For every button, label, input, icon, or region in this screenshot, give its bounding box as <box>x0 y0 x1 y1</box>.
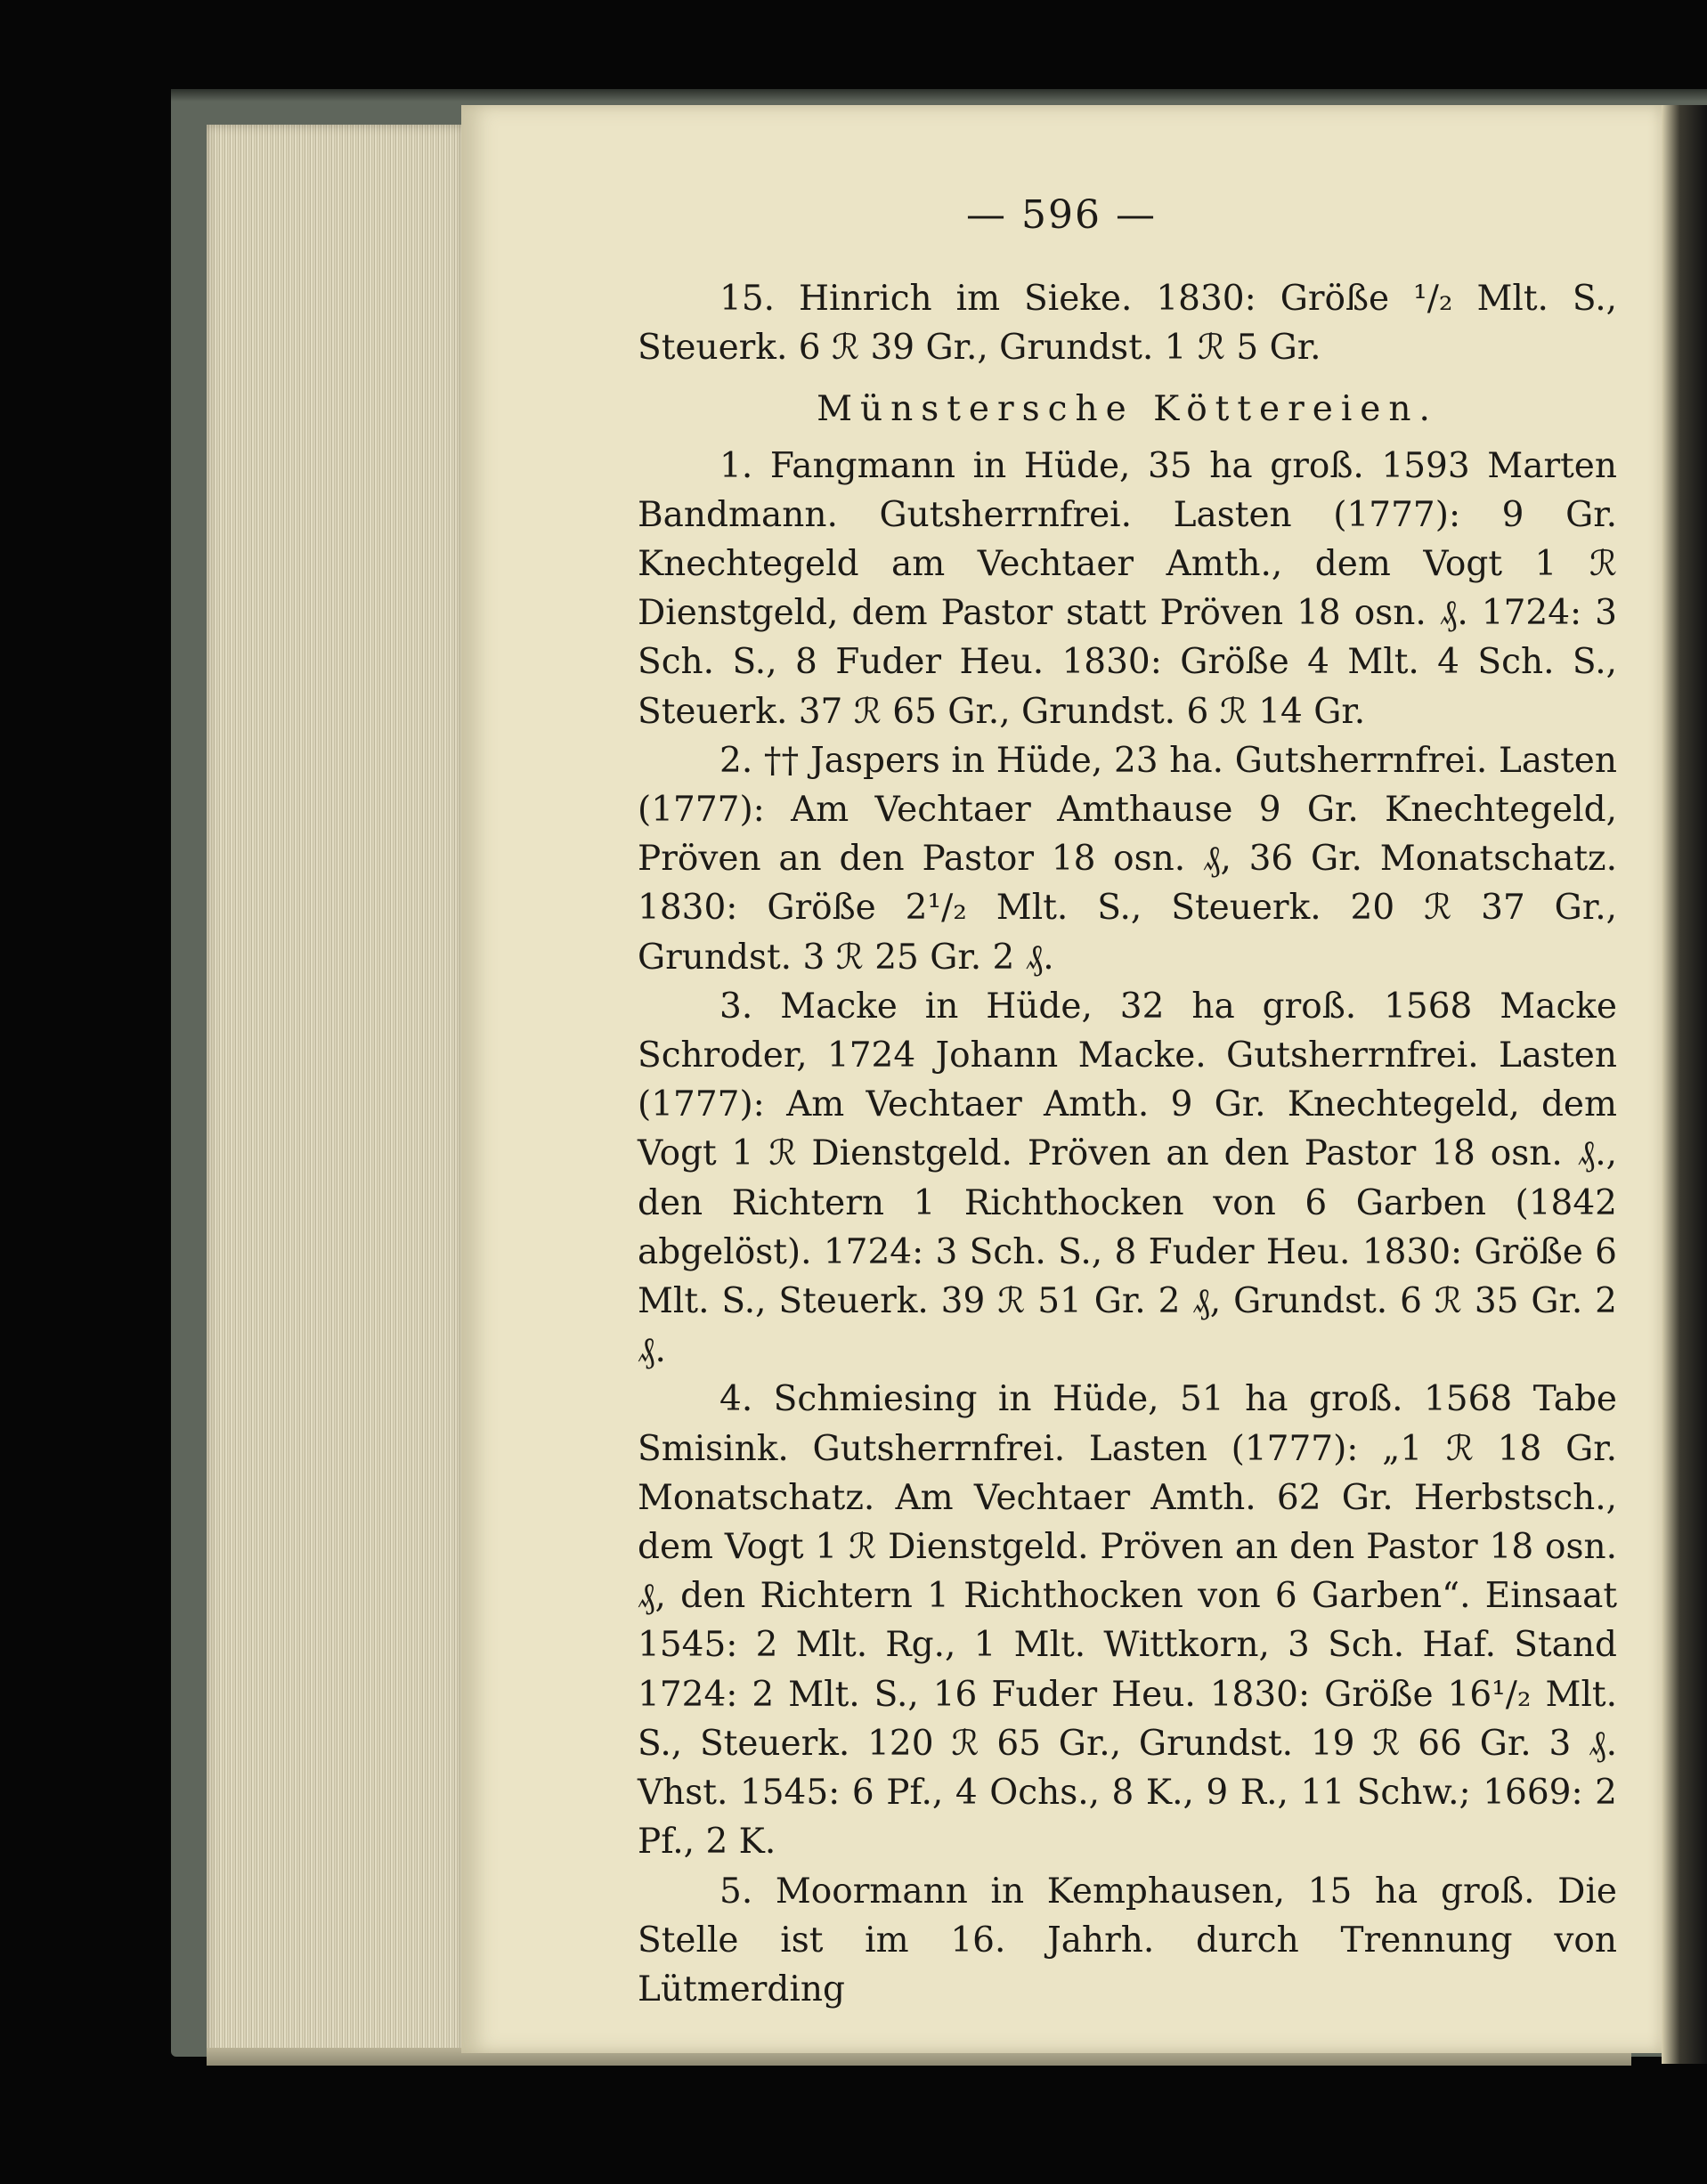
binding-shadow <box>1662 105 1707 2064</box>
book-page <box>461 105 1662 2053</box>
page-text <box>638 274 1617 2014</box>
entry-1-fangmann: 1. Fangmann in Hüde, 35 ha groß. 1593 Marten Bandmann. Gutsherrnfrei. Lasten (1777): 9 Gr. Knechtegeld am Vechtaer Amth., dem Vogt 1 ℛ Dienstgeld, dem Pastor statt Pröven 18 osn. ₰. 1724: 3 Sch. S., 8 Fuder Heu. 1830: Größe 4 Mlt. 4 Sch. S., Steuerk. 37 ℛ 65 Gr., Grundst. 6 ℛ 14 Gr. <box>638 445 1617 732</box>
entry-4-schmiesing: 4. Schmiesing in Hüde, 51 ha groß. 1568 Tabe Smisink. Gutsherrnfrei. Lasten (1777): „1 ℛ 18 Gr. Monatschatz. Am Vechtaer Amth. 62 Gr. Herbstsch., dem Vogt 1 ℛ Dienstgeld. Pröven an den Pastor 18 osn. ₰, den Richtern 1 Richthocken von 6 Garben“. Einsaat 1545: 2 Mlt. Rg., 1 Mlt. Wittkorn, 3 Sch. Haf. Stand 1724: 2 Mlt. S., 16 Fuder Heu. 1830: Größe 16¹/₂ Mlt. S., Steuerk. 120 ℛ 65 Gr., Grundst. 19 ℛ 66 Gr. 3 ₰. Vhst. 1545: 6 Pf., 4 Ochs., 8 K., 9 R., 11 Schw.; 1669: 2 Pf., 2 K. <box>638 1379 1617 1863</box>
entry-3-macke: 3. Macke in Hüde, 32 ha groß. 1568 Macke Schroder, 1724 Johann Macke. Gutsherrnfrei. Lasten (1777): Am Vechtaer Amth. 9 Gr. Knechtegeld, dem Vogt 1 ℛ Dienstgeld. Pröven an den Pastor 18 osn. ₰., den Richtern 1 Richthocken von 6 Garben (1842 abgelöst). 1724: 3 Sch. S., 8 Fuder Heu. 1830: Größe 6 Mlt. S., Steuerk. 39 ℛ 51 Gr. 2 ₰, Grundst. 6 ℛ 35 Gr. 2 ₰. <box>638 986 1617 1371</box>
entry-15-hinrich: 15. Hinrich im Sieke. 1830: Größe ¹/₂ Mlt. S., Steuerk. 6 ℛ 39 Gr., Grundst. 1 ℛ 5 Gr. <box>638 279 1617 369</box>
entry-2-jaspers: 2. †† Jaspers in Hüde, 23 ha. Gutsherrnfrei. Lasten (1777): Am Vechtaer Amthause 9 Gr. Knechtegeld, Pröven an den Pastor 18 osn. ₰, 36 Gr. Monatschatz. 1830: Größe 2¹/₂ Mlt. S., Steuerk. 20 ℛ 37 Gr., Grundst. 3 ℛ 25 Gr. 2 ₰. <box>638 740 1617 978</box>
section-heading: Münstersche Köttereien. <box>817 389 1438 430</box>
cover-top-shadow <box>171 89 1707 101</box>
stacked-page-edges <box>207 125 465 2061</box>
entry-5-moormann: 5. Moormann in Kemphausen, 15 ha groß. Die Stelle ist im 16. Jahrh. durch Trennung von Lütmerding <box>638 1871 1617 2009</box>
page-number: — 596 — <box>966 192 1157 238</box>
